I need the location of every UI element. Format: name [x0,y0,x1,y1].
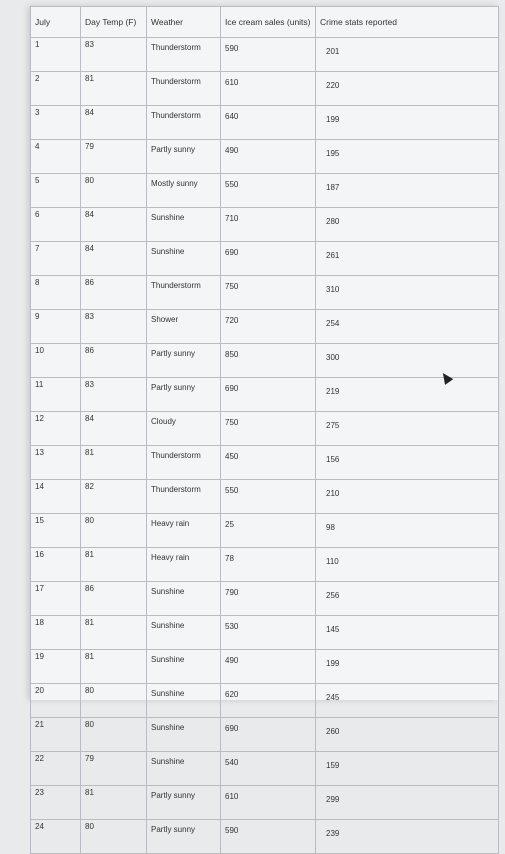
cell-ice-cream-sales: 690 [221,378,316,412]
cell-crime-stats: 275 [316,412,499,446]
cell-temp: 81 [81,786,147,820]
cell-ice-cream-sales: 720 [221,310,316,344]
cell-temp: 80 [81,718,147,752]
header-row [31,7,499,38]
table-row [31,412,499,446]
cell-crime-stats: 199 [316,650,499,684]
cell-temp: 81 [81,616,147,650]
table-row [31,174,499,208]
cell-weather: Sunshine [147,242,221,276]
cell-weather: Heavy rain [147,548,221,582]
cell-temp: 80 [81,820,147,854]
cell-temp: 84 [81,412,147,446]
cell-day: 12 [31,412,81,446]
cell-temp: 81 [81,72,147,106]
cell-weather: Heavy rain [147,514,221,548]
cell-ice-cream-sales: 610 [221,72,316,106]
cell-ice-cream-sales: 25 [221,514,316,548]
cell-day: 10 [31,344,81,378]
cell-crime-stats: 110 [316,548,499,582]
cell-ice-cream-sales: 78 [221,548,316,582]
cell-day: 21 [31,718,81,752]
cell-crime-stats: 98 [316,514,499,548]
cell-temp: 84 [81,208,147,242]
table-row [31,446,499,480]
table-row [31,106,499,140]
table-row [31,752,499,786]
cell-crime-stats: 199 [316,106,499,140]
cell-weather: Sunshine [147,616,221,650]
table-row [31,310,499,344]
cell-crime-stats: 245 [316,684,499,718]
cell-weather: Thunderstorm [147,446,221,480]
cell-crime-stats: 145 [316,616,499,650]
table-row [31,786,499,820]
cell-temp: 82 [81,480,147,514]
cell-weather: Partly sunny [147,344,221,378]
cell-temp: 83 [81,38,147,72]
cell-crime-stats: 254 [316,310,499,344]
cell-weather: Thunderstorm [147,480,221,514]
cell-crime-stats: 239 [316,820,499,854]
cell-ice-cream-sales: 490 [221,140,316,174]
cell-ice-cream-sales: 450 [221,446,316,480]
table-row [31,616,499,650]
table-row [31,650,499,684]
cell-weather: Thunderstorm [147,106,221,140]
table-row [31,38,499,72]
table-row [31,684,499,718]
cell-ice-cream-sales: 690 [221,242,316,276]
cell-ice-cream-sales: 550 [221,174,316,208]
cell-crime-stats: 260 [316,718,499,752]
cell-ice-cream-sales: 750 [221,276,316,310]
cell-temp: 81 [81,446,147,480]
cell-temp: 81 [81,548,147,582]
cell-day: 19 [31,650,81,684]
cell-temp: 83 [81,378,147,412]
cell-weather: Thunderstorm [147,72,221,106]
cell-ice-cream-sales: 620 [221,684,316,718]
table-row [31,72,499,106]
cell-temp: 84 [81,242,147,276]
cell-day: 5 [31,174,81,208]
cell-day: 20 [31,684,81,718]
cell-day: 6 [31,208,81,242]
table-row [31,276,499,310]
cell-weather: Cloudy [147,412,221,446]
cell-temp: 86 [81,582,147,616]
cell-ice-cream-sales: 850 [221,344,316,378]
cell-day: 8 [31,276,81,310]
cell-ice-cream-sales: 710 [221,208,316,242]
cell-day: 16 [31,548,81,582]
table-row [31,242,499,276]
table-row [31,480,499,514]
cell-crime-stats: 310 [316,276,499,310]
cell-temp: 80 [81,514,147,548]
cell-temp: 86 [81,344,147,378]
header-ice-cream-sales: Ice cream sales (units) [221,7,316,38]
cell-day: 13 [31,446,81,480]
cell-temp: 79 [81,752,147,786]
header-crime-stats: Crime stats reported [316,7,499,38]
table-row [31,514,499,548]
table-row [31,582,499,616]
header-july: July [31,7,81,38]
cell-crime-stats: 210 [316,480,499,514]
cell-crime-stats: 299 [316,786,499,820]
cell-day: 18 [31,616,81,650]
cell-weather: Mostly sunny [147,174,221,208]
cell-day: 22 [31,752,81,786]
header-weather: Weather [147,7,221,38]
cell-crime-stats: 220 [316,72,499,106]
cell-temp: 86 [81,276,147,310]
cell-weather: Sunshine [147,208,221,242]
cell-ice-cream-sales: 690 [221,718,316,752]
cell-crime-stats: 261 [316,242,499,276]
cell-weather: Partly sunny [147,786,221,820]
cell-weather: Sunshine [147,582,221,616]
cell-day: 3 [31,106,81,140]
table-row [31,718,499,752]
cell-crime-stats: 256 [316,582,499,616]
cell-crime-stats: 187 [316,174,499,208]
cell-temp: 84 [81,106,147,140]
cell-day: 17 [31,582,81,616]
cell-ice-cream-sales: 530 [221,616,316,650]
cell-weather: Thunderstorm [147,38,221,72]
cell-crime-stats: 280 [316,208,499,242]
cell-weather: Partly sunny [147,820,221,854]
cell-day: 24 [31,820,81,854]
cell-weather: Sunshine [147,650,221,684]
cell-weather: Thunderstorm [147,276,221,310]
cell-day: 9 [31,310,81,344]
cell-temp: 80 [81,174,147,208]
cell-ice-cream-sales: 590 [221,38,316,72]
table-row [31,140,499,174]
cell-day: 7 [31,242,81,276]
cell-weather: Sunshine [147,752,221,786]
table-row [31,820,499,854]
cell-crime-stats: 156 [316,446,499,480]
table-body [31,38,499,854]
cell-temp: 81 [81,650,147,684]
cell-ice-cream-sales: 550 [221,480,316,514]
cell-day: 15 [31,514,81,548]
cell-crime-stats: 300 [316,344,499,378]
cell-crime-stats: 201 [316,38,499,72]
cell-crime-stats: 195 [316,140,499,174]
cell-weather: Partly sunny [147,140,221,174]
header-day-temp: Day Temp (F) [81,7,147,38]
cell-temp: 80 [81,684,147,718]
cell-weather: Shower [147,310,221,344]
table-row [31,378,499,412]
cell-day: 4 [31,140,81,174]
cell-ice-cream-sales: 640 [221,106,316,140]
cell-temp: 83 [81,310,147,344]
cell-ice-cream-sales: 610 [221,786,316,820]
data-sheet [30,6,498,838]
cell-day: 11 [31,378,81,412]
cell-day: 23 [31,786,81,820]
cell-weather: Sunshine [147,684,221,718]
cell-temp: 79 [81,140,147,174]
cell-ice-cream-sales: 590 [221,820,316,854]
cell-ice-cream-sales: 750 [221,412,316,446]
july-data-table [30,6,499,854]
cell-weather: Sunshine [147,718,221,752]
cell-ice-cream-sales: 790 [221,582,316,616]
cell-day: 1 [31,38,81,72]
cell-day: 2 [31,72,81,106]
cell-crime-stats: 159 [316,752,499,786]
table-row [31,548,499,582]
table-row [31,208,499,242]
cell-ice-cream-sales: 540 [221,752,316,786]
cell-crime-stats: 219 [316,378,499,412]
cell-weather: Partly sunny [147,378,221,412]
cell-day: 14 [31,480,81,514]
cell-ice-cream-sales: 490 [221,650,316,684]
table-row [31,344,499,378]
